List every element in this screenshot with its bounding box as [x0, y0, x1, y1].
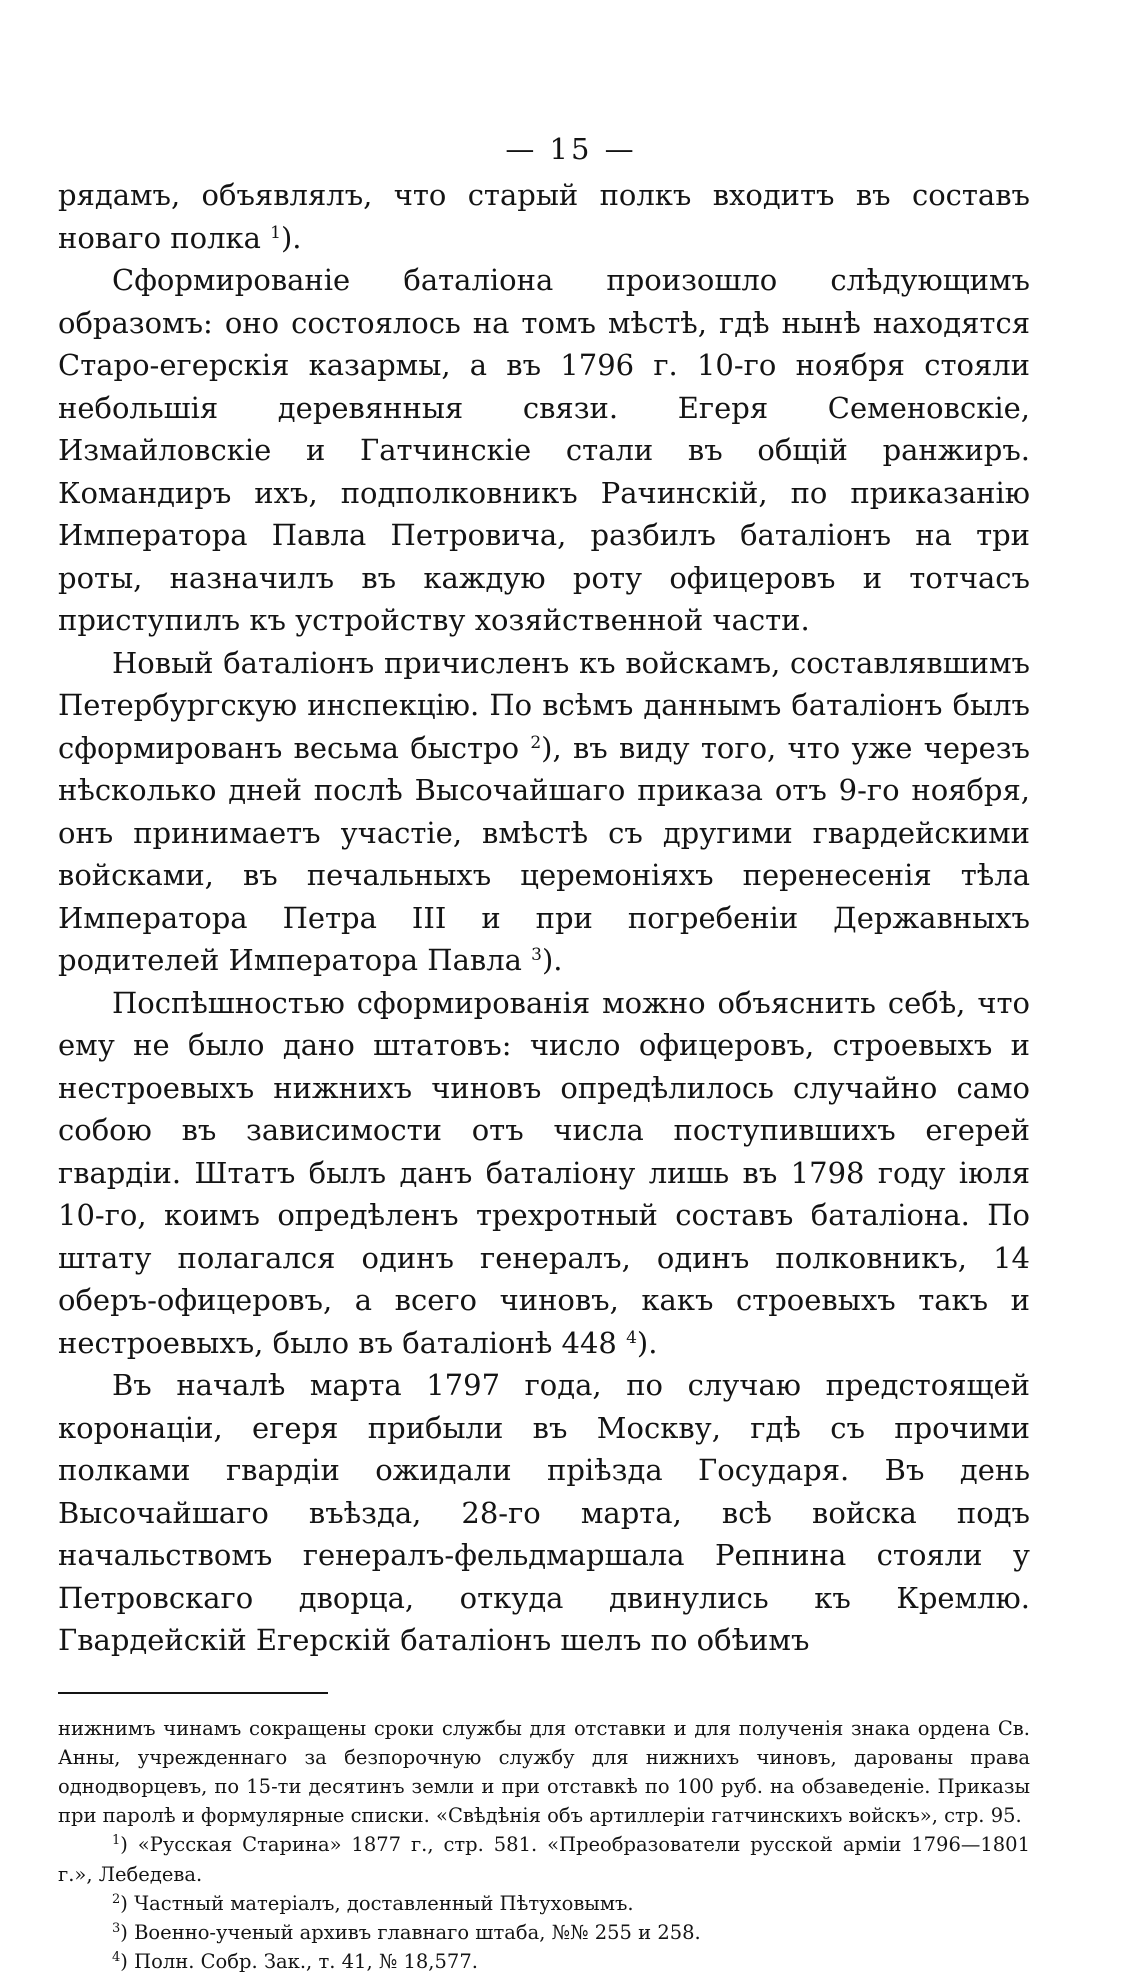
paragraph-5: Въ началѣ марта 1797 года, по случаю предстоящей коронаціи, егеря прибыли въ Москву, гдѣ съ прочими полками гвардіи ожидали пріѣзда Государя. Въ день Высочайшаго въѣзда, 28-го марта, всѣ войска подъ начальствомъ генералъ-фельдмаршала Репнина стояли у Петровскаго дворца, откуда двинулись къ Кремлю. Гвардейскій Егерскій баталіонъ шелъ по обѣимъ	[58, 1364, 1030, 1662]
paragraph-3	[58, 642, 1030, 982]
book-page	[58, 132, 1030, 1976]
paragraph-text: рядамъ, объявлялъ, что старый полкъ входитъ въ составъ новаго полка	[58, 178, 1030, 255]
footnote-2	[58, 1889, 1030, 1918]
paragraph-tail: ).	[637, 1326, 658, 1360]
footnote-mark: 3	[112, 1921, 120, 1936]
footnote-ref-2: 2	[530, 733, 541, 753]
footnote-1	[58, 1830, 1030, 1888]
paragraph-tail: ).	[281, 221, 302, 255]
footnote-mark: 1	[112, 1833, 120, 1848]
footnote-mark: 2	[112, 1892, 120, 1907]
paragraph-4	[58, 982, 1030, 1365]
footnote-text: ) Полн. Собр. Зак., т. 41, № 18,577.	[120, 1950, 478, 1973]
footnote-text: ) «Русская Старина» 1877 г., стр. 581. «Преобразователи русской арміи 1796—1801 г.», Лебедева.	[58, 1833, 1030, 1885]
footnote-4	[58, 1947, 1030, 1976]
paragraph-text-continued: ), въ виду того, что уже черезъ нѣсколько дней послѣ Высочайшаго приказа отъ 9-го ноября, онъ принимаетъ участіе, вмѣстѣ съ другими гвардейскими войсками, въ печальныхъ церемоніяхъ перенесенія тѣла Императора Петра III и при погребеніи Державныхъ родителей Императора Павла	[58, 731, 1030, 978]
footnote-ref-3: 3	[531, 945, 542, 965]
paragraph-tail: ).	[542, 943, 563, 977]
footnote-mark: 4	[112, 1950, 120, 1965]
footnote-text: ) Частный матеріалъ, доставленный Пѣтуховымъ.	[120, 1892, 633, 1915]
paragraph-1	[58, 174, 1030, 259]
paragraph-text: Поспѣшностью сформированія можно объяснить себѣ, что ему не было дано штатовъ: число офицеровъ, строевыхъ и нестроевыхъ нижнихъ чиновъ опредѣлилось случайно само собою въ зависимости отъ числа поступившихъ егерей гвардіи. Штатъ былъ данъ баталіону лишь въ 1798 году іюля 10-го, коимъ опредѣленъ трехротный составъ баталіона. По штату полагался одинъ генералъ, одинъ полковникъ, 14 оберъ-офицеровъ, а всего чиновъ, какъ строевыхъ такъ и нестроевыхъ, было въ баталіонѣ 448	[58, 986, 1030, 1360]
main-text	[58, 174, 1030, 1662]
footnote-text: ) Военно-ученый архивъ главнаго штаба, №№ 255 и 258.	[120, 1921, 700, 1944]
paragraph-2: Сформированіе баталіона произошло слѣдующимъ образомъ: оно состоялось на томъ мѣстѣ, гдѣ нынѣ находятся Старо-егерскія казармы, а въ 1796 г. 10-го ноября стояли небольшія деревянныя связи. Егеря Семеновскіе, Измайловскіе и Гатчинскіе стали въ общій ранжиръ. Командиръ ихъ, подполковникъ Рачинскій, по приказанію Императора Павла Петровича, разбилъ баталіонъ на три роты, назначилъ въ каждую роту офицеровъ и тотчасъ приступилъ къ устройству хозяйственной части.	[58, 259, 1030, 642]
footnote-3	[58, 1918, 1030, 1947]
paragraph-text: Новый баталіонъ причисленъ къ войскамъ, составлявшимъ Петербургскую инспекцію. По всѣмъ даннымъ баталіонъ былъ сформированъ весьма быстро	[58, 646, 1030, 765]
footnotes	[58, 1714, 1030, 1976]
footnote-ref-1: 1	[270, 223, 281, 243]
footnote-continuation: нижнимъ чинамъ сокращены сроки службы для отставки и для полученія знака ордена Св. Анны, учрежденнаго за безпорочную службу для нижнихъ чиновъ, дарованы права однодворцевъ, по 15-ти десятинъ земли и при отставкѣ по 100 руб. на обзаведеніе. Приказы при паролѣ и формулярные списки. «Свѣдѣнія объ артиллеріи гатчинскихъ войскъ», стр. 95.	[58, 1714, 1030, 1831]
footnote-divider	[58, 1692, 328, 1694]
page-number: — 15 —	[58, 132, 1030, 166]
footnote-ref-4: 4	[626, 1328, 637, 1348]
